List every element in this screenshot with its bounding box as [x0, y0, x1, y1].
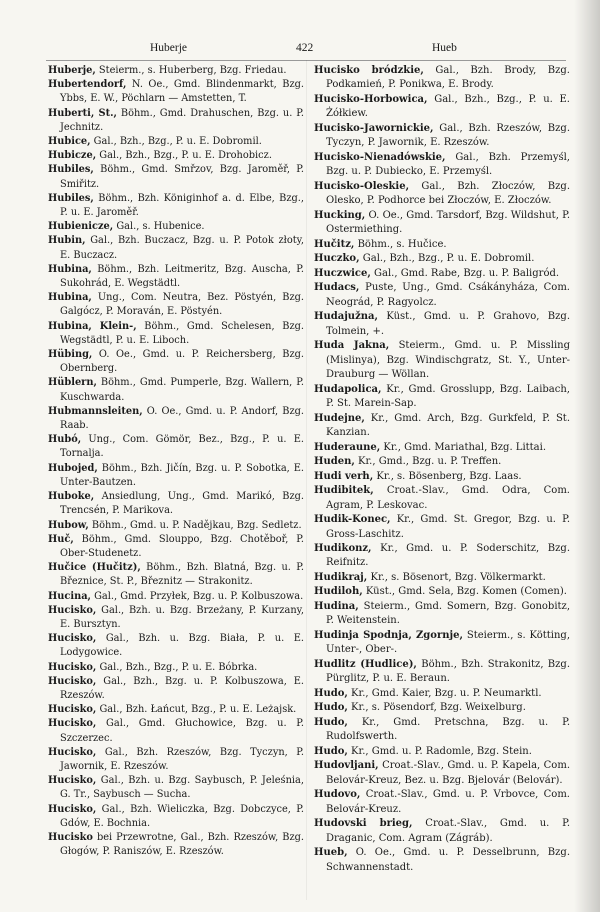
entry-description: Böhm., Bzh. Königinhof a. d. Elbe, Bzg., P. u. E. Jaroměř.	[60, 192, 304, 219]
entry-headword: Hudo,	[314, 687, 348, 699]
entry-headword: Huden,	[314, 456, 355, 468]
entry-description: Kr., Gmd. Grosslupp, Bzg. Laibach, P. St. Marein-Sap.	[326, 383, 570, 410]
entry-headword: Hucisko-Horbowica,	[314, 93, 428, 105]
gazetteer-entry	[48, 661, 304, 675]
entry-description: Gal., Gmd. Rabe, Bzg. u. P. Baligród.	[370, 267, 560, 279]
entry-description: Kr., Gmd. u. P. Soderschitz, Bzg. Reifnitz.	[326, 542, 570, 569]
gazetteer-entry	[48, 717, 304, 745]
gazetteer-entry	[314, 658, 570, 687]
entry-headword: Hudovo,	[314, 789, 361, 801]
entry-headword: Hudikraj,	[314, 571, 368, 583]
entry-headword: Hübing,	[48, 349, 93, 361]
gazetteer-entry	[48, 376, 304, 404]
entry-description: Kr., Gmd. Arch, Bzg. Gurkfeld, P. St. Kanzian.	[326, 412, 570, 439]
entry-description: Gal., Bzh., Bzg. u. P. Kolbuszowa, E. Rzeszów.	[60, 675, 304, 701]
gazetteer-entry	[48, 348, 304, 376]
gazetteer-entry	[314, 441, 570, 455]
gazetteer-entry	[314, 310, 570, 339]
entry-headword: Hucisko,	[48, 704, 97, 716]
entry-description: Kr., Gmd. St. Gregor, Bzg. u. P. Gross-Laschitz.	[326, 514, 570, 540]
gazetteer-entry	[314, 759, 570, 788]
gazetteer-entry	[314, 513, 570, 542]
entry-description: Kr., s. Pösendorf, Bzg. Weixelburg.	[347, 702, 526, 714]
gazetteer-entry	[314, 716, 570, 745]
entry-headword: Hüblern,	[48, 377, 97, 389]
gazetteer-entry	[314, 281, 570, 310]
entry-description: Gal., Bzh. u. Bzg. Brzeżany, P. Kurzany, E. Bursztyn.	[60, 604, 304, 630]
entry-headword: Hubertendorf,	[48, 79, 127, 91]
entry-headword: Hucisko,	[48, 718, 97, 730]
gazetteer-entry	[48, 405, 304, 433]
entry-description: Gal., Bzh. u. Bzg. Biała, P. u. E. Lodygowice.	[60, 633, 304, 659]
entry-description: Gal., Bzh. Rzeszów, Bzg. Tyczyn, P. Jawornik, E. Rzeszów.	[326, 122, 570, 149]
entry-headword: Hudina,	[314, 600, 359, 612]
gazetteer-entry	[314, 412, 570, 441]
entry-description: Steierm., s. Kötting, Unter-, Ober-.	[326, 629, 570, 656]
entry-description: Gal., Bzh., Bzg., P. u. E. Bóbrka.	[96, 661, 258, 673]
entry-description: Böhm., Gmd. Pumperle, Bzg. Wallern, P. Kuschwarda.	[60, 377, 304, 403]
gazetteer-entry	[48, 519, 304, 533]
entry-headword: Hudikonz,	[314, 542, 372, 554]
gazetteer-entry	[48, 632, 304, 660]
entry-headword: Hudovljani,	[314, 760, 379, 772]
gazetteer-entry	[48, 490, 304, 518]
gazetteer-entry	[48, 604, 304, 632]
entry-headword: Hudinja Spodnja, Zgornje,	[314, 629, 463, 641]
entry-description: Croat.-Slav., Gmd. Odra, Com. Agram, P. Leskovac.	[326, 485, 570, 511]
entry-headword: Huda Jakna,	[314, 340, 390, 352]
entry-headword: Hubice,	[48, 136, 91, 148]
entry-headword: Hubow,	[48, 519, 89, 531]
entry-headword: Hudajužna,	[314, 311, 378, 323]
gazetteer-entry	[48, 433, 304, 461]
entry-description: Böhm., Bzh. Blatná, Bzg. u. P. Březnice, St. P., Březnitz — Strakonitz.	[60, 562, 304, 588]
gazetteer-entry	[48, 462, 304, 490]
gazetteer-entry	[314, 209, 570, 238]
gazetteer-entry	[48, 291, 304, 319]
gazetteer-entry	[48, 263, 304, 291]
column-gutter	[306, 60, 307, 900]
entry-description: Kr., s. Bösenort, Bzg. Völkermarkt.	[367, 571, 546, 583]
left-column	[48, 64, 304, 859]
entry-headword: Hucisko,	[48, 633, 97, 645]
right-column	[314, 64, 570, 875]
entry-headword: Huczwice,	[314, 267, 371, 279]
entry-headword: Huczko,	[314, 253, 360, 265]
entry-description: Kr., Gmd. Kaier, Bzg. u. P. Neumarktl.	[347, 687, 542, 699]
entry-description: bei Przewrotne, Gal., Bzh. Rzeszów, Bzg. Głogów, P. Raniszów, E. Rzeszów.	[60, 831, 304, 858]
gazetteer-entry	[48, 590, 304, 604]
entry-headword: Hudapolica,	[314, 383, 382, 395]
entry-description: Gal., Bzh. u. Bzg. Saybusch, P. Jeleśnia, G. Tr., Saybusch — Sucha.	[60, 775, 304, 801]
entry-headword: Hubienicze,	[48, 221, 114, 233]
entry-headword: Huč,	[48, 533, 74, 545]
gazetteer-entry	[314, 267, 570, 281]
gazetteer-entry	[48, 533, 304, 561]
entry-description: Gal., Bzh., Bzg., P. u. E. Drohobicz.	[96, 150, 272, 162]
page-header	[40, 42, 560, 60]
entry-description: Steierm., Gmd. u. P. Missling (Mislinya), Bzg. Windischgratz, St. Y., Unter-Drauburg — Wöllan.	[326, 340, 570, 381]
entry-headword: Hubina,	[48, 263, 92, 275]
entry-headword: Huboke,	[48, 491, 95, 503]
entry-description: Gal., Bzh., Bzg., P. u. E. Dobromil.	[359, 253, 535, 265]
entry-description: Böhm., Gmd. Smřzov, Bzg. Jaroměř, P. Smiřitz.	[60, 164, 304, 190]
entry-description: Kr., s. Bösenberg, Bzg. Laas.	[373, 470, 522, 482]
entry-description: Böhm., Gmd. Drahuschen, Bzg. u. P. Jechnitz.	[60, 107, 304, 133]
entry-description: Küst., Gmd. u. P. Grahovo, Bzg. Tolmein, +.	[326, 311, 570, 337]
entry-description: Croat.-Slav., Gmd. u. P. Vrbovce, Com. Belovár-Kreuz.	[326, 789, 570, 815]
entry-description: Böhm., Bzh. Leitmeritz, Bzg. Auscha, P. Sukohrád, E. Wegstädtl.	[60, 263, 304, 290]
entry-description: Croat.-Slav., Gmd. u. P. Kapela, Com. Belovár-Kreuz, Bez. u. Bzg. Bjelovár (Belovár).	[326, 760, 570, 786]
entry-description: Kr., Gmd. Pretschna, Bzg. u. P. Rudolfswerth.	[326, 716, 570, 743]
gazetteer-entry	[314, 629, 570, 658]
entry-headword: Hudibitek,	[314, 485, 374, 497]
gazetteer-entry	[314, 455, 570, 469]
entry-headword: Hudo,	[314, 702, 348, 714]
entry-headword: Hubiles,	[48, 192, 94, 204]
header-left-catchword: Huberje	[150, 42, 188, 54]
entry-description: Ung., Com. Gömör, Bez., Bzg., P. u. E. Tornalja.	[60, 434, 304, 460]
entry-headword: Hucina,	[48, 590, 91, 602]
entry-description: O. Oe., Gmd. u. P. Andorf, Bzg. Raab.	[60, 405, 304, 432]
entry-headword: Hucisko-Jawornickie,	[314, 122, 434, 134]
gazetteer-entry	[314, 339, 570, 382]
gazetteer-entry	[314, 600, 570, 629]
gazetteer-entry	[314, 151, 570, 180]
gazetteer-entry	[314, 470, 570, 484]
entry-description: Croat.-Slav., Gmd. u. P. Draganic, Com. Agram (Zágráb).	[326, 818, 570, 844]
gazetteer-entry	[48, 774, 304, 802]
entry-headword: Huderaune,	[314, 441, 381, 453]
entry-description: Ansiedlung, Ung., Gmd. Marikó, Bzg. Trencsén, P. Marikova.	[60, 491, 304, 517]
entry-headword: Hucking,	[314, 209, 366, 221]
gazetteer-entry	[314, 383, 570, 412]
entry-headword: Hubicze,	[48, 150, 97, 162]
entry-headword: Hucisko,	[48, 803, 97, 815]
entry-description: Böhm., Bzh. Strakonitz, Bzg. Pürglitz, P. u. E. Beraun.	[326, 658, 571, 685]
entry-headword: Hudi verh,	[314, 470, 374, 482]
gazetteer-entry	[48, 220, 304, 234]
entry-description: Gal., Bzh. Buczacz, Bzg. u. P. Potok złoty, E. Buczacz.	[60, 235, 304, 261]
entry-headword: Hudo,	[314, 716, 348, 728]
entry-description: Steierm., Gmd. Somern, Bzg. Gonobitz, P. Weitenstein.	[326, 600, 570, 627]
entry-headword: Hubojed,	[48, 462, 98, 474]
entry-description: Kr., Gmd. u. P. Radomle, Bzg. Stein.	[347, 745, 532, 757]
gazetteer-entry	[314, 180, 570, 209]
entry-description: Gal., Bzh. Złoczów, Bzg. Olesko, P. Podhorce bei Złoczów, E. Złoczów.	[326, 180, 570, 207]
entry-description: Gal., Bzh. Rzeszów, Bzg. Tyczyn, P. Jawornik, E. Rzeszów.	[60, 746, 304, 772]
page-edge-shadow	[574, 0, 600, 912]
gazetteer-entry	[314, 64, 570, 93]
entry-headword: Hubiles,	[48, 164, 94, 176]
entry-headword: Hucisko-Oleskie,	[314, 180, 410, 192]
gazetteer-entry	[48, 78, 304, 106]
entry-description: Gal., Bzh. Wieliczka, Bzg. Dobczyce, P. Gdów, E. Bochnia.	[60, 803, 304, 829]
gazetteer-entry	[48, 107, 304, 135]
entry-headword: Hučice (Hučitz),	[48, 562, 141, 574]
gazetteer-entry	[314, 817, 570, 846]
gazetteer-entry	[48, 320, 304, 348]
entry-description: O. Oe., Gmd. u. P. Reichersberg, Bzg. Obernberg.	[60, 349, 304, 375]
entry-description: Puste, Ung., Gmd. Csákányháza, Com. Neográd, P. Ragyolcz.	[326, 282, 570, 308]
entry-headword: Hubina,	[48, 292, 92, 304]
entry-headword: Hucisko,	[48, 675, 97, 687]
entry-headword: Hucisko,	[48, 775, 97, 787]
entry-headword: Huberje,	[48, 65, 96, 76]
gazetteer-entry	[314, 846, 570, 875]
entry-description: Gal., Bzh. Łańcut, Bzg., P. u. E. Leżajsk.	[96, 704, 297, 716]
gazetteer-entry	[48, 746, 304, 774]
entry-description: Böhm., Gmd. Schelesen, Bzg. Wegstädtl, P. u. E. Liboch.	[60, 320, 304, 346]
entry-headword: Huberti, St.,	[48, 107, 117, 119]
entry-description: Gal., Bzh. Przemyśl, Bzg. u. P. Dubiecko, E. Przemyśl.	[326, 151, 570, 178]
entry-headword: Hučitz,	[314, 238, 355, 250]
entry-headword: Hudejne,	[314, 412, 365, 424]
gazetteer-entry	[48, 64, 304, 78]
gazetteer-entry	[314, 252, 570, 266]
entry-headword: Hubmannsleiten,	[48, 405, 143, 417]
entry-description: Gal., Gmd. Przyłek, Bzg. u. P. Kolbuszowa.	[90, 590, 304, 602]
gazetteer-entry	[314, 701, 570, 715]
entry-headword: Hueb,	[314, 847, 348, 859]
gazetteer-entry	[48, 831, 304, 859]
gazetteer-entry	[314, 745, 570, 759]
entry-description: Gal., Bzh., Bzg., P. u. E. Żółkiew.	[326, 93, 570, 120]
entry-description: Gal., Gmd. Głuchowice, Bzg. u. P. Szczerzec.	[60, 718, 304, 744]
entry-description: O. Oe., Gmd. u. P. Desselbrunn, Bzg. Schwannenstadt.	[326, 847, 570, 873]
entry-description: Gal., Bzh., Bzg., P. u. E. Dobromil.	[90, 136, 262, 148]
gazetteer-entry	[48, 163, 304, 191]
gazetteer-entry	[48, 803, 304, 831]
entry-description: Böhm., Gmd. Slouppo, Bzg. Chotěboř, P. Ober-Studenetz.	[60, 533, 304, 559]
header-right-catchword: Hueb	[432, 42, 457, 54]
entry-headword: Hubó,	[48, 434, 82, 446]
page-number: 422	[296, 42, 314, 54]
gazetteer-entry	[48, 561, 304, 589]
entry-headword: Hudovski brieg,	[314, 818, 413, 830]
entry-description: Gal., s. Hubenice.	[113, 221, 205, 233]
entry-headword: Hucisko,	[48, 746, 97, 758]
entry-description: Böhm., Gmd. u. P. Nadějkau, Bzg. Sedletz.	[88, 519, 302, 531]
entry-headword: Hucisko bródzkie,	[314, 65, 424, 76]
gazetteer-entry	[48, 135, 304, 149]
gazetteer-entry	[314, 122, 570, 151]
entry-description: Steierm., s. Huberberg, Bzg. Friedau.	[95, 65, 287, 76]
gazetteer-entry	[48, 234, 304, 262]
entry-headword: Hubin,	[48, 235, 86, 247]
entry-headword: Hudiloh,	[314, 586, 363, 598]
entry-headword: Hudo,	[314, 745, 348, 757]
entry-description: Kr., Gmd. Mariathal, Bzg. Littai.	[380, 441, 547, 453]
gazetteer-entry	[314, 571, 570, 585]
gazetteer-entry	[314, 238, 570, 252]
entry-headword: Hudik-Konec,	[314, 514, 391, 526]
entry-description: Böhm., Bzh. Jičín, Bzg. u. P. Sobotka, E. Unter-Bautzen.	[60, 462, 304, 488]
entry-description: Gal., Bzh. Brody, Bzg. Podkamień, P. Ponikwa, E. Brody.	[326, 65, 570, 91]
entry-headword: Hudacs,	[314, 282, 360, 294]
gazetteer-entry	[314, 542, 570, 571]
gazetteer-entry	[48, 703, 304, 717]
entry-description: N. Oe., Gmd. Blindenmarkt, Bzg. Ybbs, E. W., Pöchlarn — Amstetten, T.	[60, 79, 304, 105]
entry-description: Küst., Gmd. Sela, Bzg. Komen (Comen).	[362, 586, 567, 598]
gazetteer-entry	[314, 687, 570, 701]
gazetteer-entry	[48, 192, 304, 220]
gazetteer-entry	[48, 675, 304, 703]
gazetteer-entry	[314, 484, 570, 513]
entry-headword: Hucisko	[48, 831, 93, 843]
entry-headword: Hucisko,	[48, 604, 97, 616]
gazetteer-entry	[314, 788, 570, 817]
entry-description: Böhm., s. Hučice.	[354, 238, 447, 250]
gazetteer-entry	[314, 585, 570, 599]
entry-description: Ung., Com. Neutra, Bez. Pöstyén, Bzg. Galgócz, P. Moraván, E. Pöstyén.	[60, 292, 304, 318]
entry-headword: Hucisko-Nienadówskie,	[314, 151, 446, 163]
gazetteer-entry	[314, 93, 570, 122]
gazetteer-entry	[48, 149, 304, 163]
entry-description: Kr., Gmd., Bzg. u. P. Treffen.	[354, 456, 502, 468]
entry-headword: Hudlitz (Hudlice),	[314, 658, 417, 670]
entry-headword: Hubina, Klein-,	[48, 320, 137, 332]
entry-description: O. Oe., Gmd. Tarsdorf, Bzg. Wildshut, P. Ostermiething.	[326, 209, 570, 236]
entry-headword: Hucisko,	[48, 661, 97, 673]
